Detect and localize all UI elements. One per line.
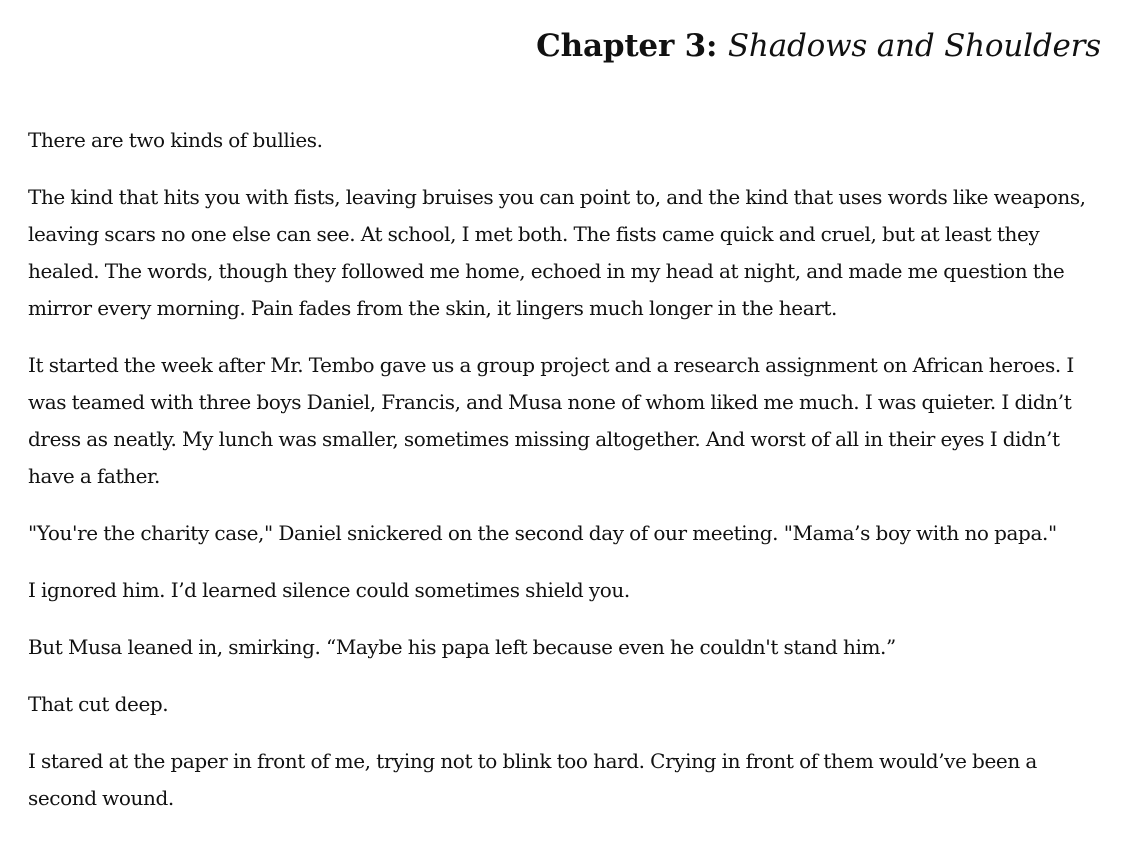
paragraph: It started the week after Mr. Tembo gave us a group project and a research assignment on African heroes. I was teamed with three boys Daniel, Francis, and Musa none of whom liked me much. I was quieter. I didn’t dress as neatly. My lunch was smaller, sometimes missing altogether. And worst of all in their eyes I didn’t have a father. (28, 353, 1074, 488)
paragraph: I ignored him. I’d learned silence could sometimes shield you. (28, 578, 630, 602)
paragraph: But Musa leaned in, smirking. “Maybe his papa left because even he couldn't stand him.” (28, 635, 896, 659)
paragraph: There are two kinds of bullies. (28, 128, 323, 152)
chapter-body (28, 122, 1101, 817)
paragraph: "You're the charity case," Daniel snickered on the second day of our meeting. "Mama’s boy with no papa." (28, 521, 1057, 545)
paragraph: I stared at the paper in front of me, trying not to blink too hard. Crying in front of them would’ve been a second wound. (28, 749, 1037, 810)
chapter-subtitle: Shadows and Shoulders (727, 28, 1101, 64)
chapter-label: Chapter 3: (536, 28, 718, 64)
paragraph: The kind that hits you with fists, leaving bruises you can point to, and the kind that uses words like weapons, leaving scars no one else can see. At school, I met both. The fists came quick and cruel, but at least they healed. The words, though they followed me home, echoed in my head at night, and made me question the mirror every morning. Pain fades from the skin, it lingers much longer in the heart. (28, 185, 1086, 320)
paragraph: That cut deep. (28, 692, 169, 716)
chapter-heading (28, 0, 1101, 66)
